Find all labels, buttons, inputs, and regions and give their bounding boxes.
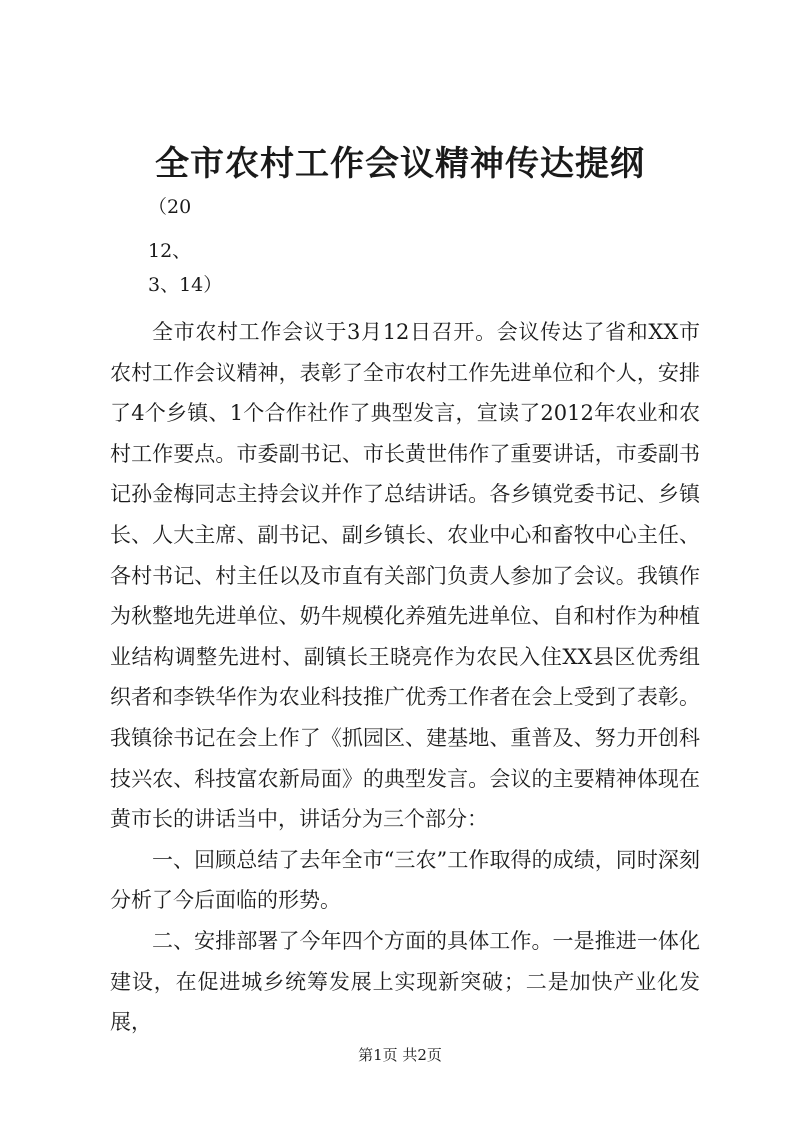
paragraph-part-one: 一、回顾总结了去年全市“三农”工作取得的成绩，同时深刻分析了今后面临的形势。 xyxy=(110,847,700,913)
paragraph-part-two: 二、安排部署了今年四个方面的具体工作。一是推进一体化建设，在促进城乡统筹发展上实现新突破；二是加快产业化发展， xyxy=(110,928,700,1035)
paragraph-intro: 全市农村工作会议于3月12日召开。会议传达了省和XX市农村工作会议精神，表彰了全市农村工作先进单位和个人，安排了4个乡镇、1个合作社作了典型发言，宣读了2012年农业和农村工作要点。市委副书记、市长黄世伟作了重要讲话，市委副书记孙金梅同志主持会议并作了总结讲话。各乡镇党委书记、乡镇长、人大主席、副书记、副乡镇长、农业中心和畜牧中心主任、各村书记、村主任以及市直有关部门负责人参加了会议。我镇作为秋整地先进单位、奶牛规模化养殖先进单位、自和村作为种植业结构调整先进村、副镇长王晓亮作为农民入住XX县区优秀组织者和李铁华作为农业科技推广优秀工作者在会上受到了表彰。我镇徐书记在会上作了《抓园区、建基地、重普及、努力开创科技兴农、科技富农新局面》的典型发言。会议的主要精神体现在黄市长的讲话当中，讲话分为三个部分： xyxy=(110,320,700,832)
page-title: 全市农村工作会议精神传达提纲 xyxy=(155,144,645,184)
date-line-2: 12、 xyxy=(148,240,192,262)
date-line-1: （20 xyxy=(148,196,192,218)
date-line-3: 3、14） xyxy=(148,274,223,296)
page-footer: 第1页 共2页 xyxy=(358,1046,442,1064)
body-text xyxy=(110,312,700,1043)
